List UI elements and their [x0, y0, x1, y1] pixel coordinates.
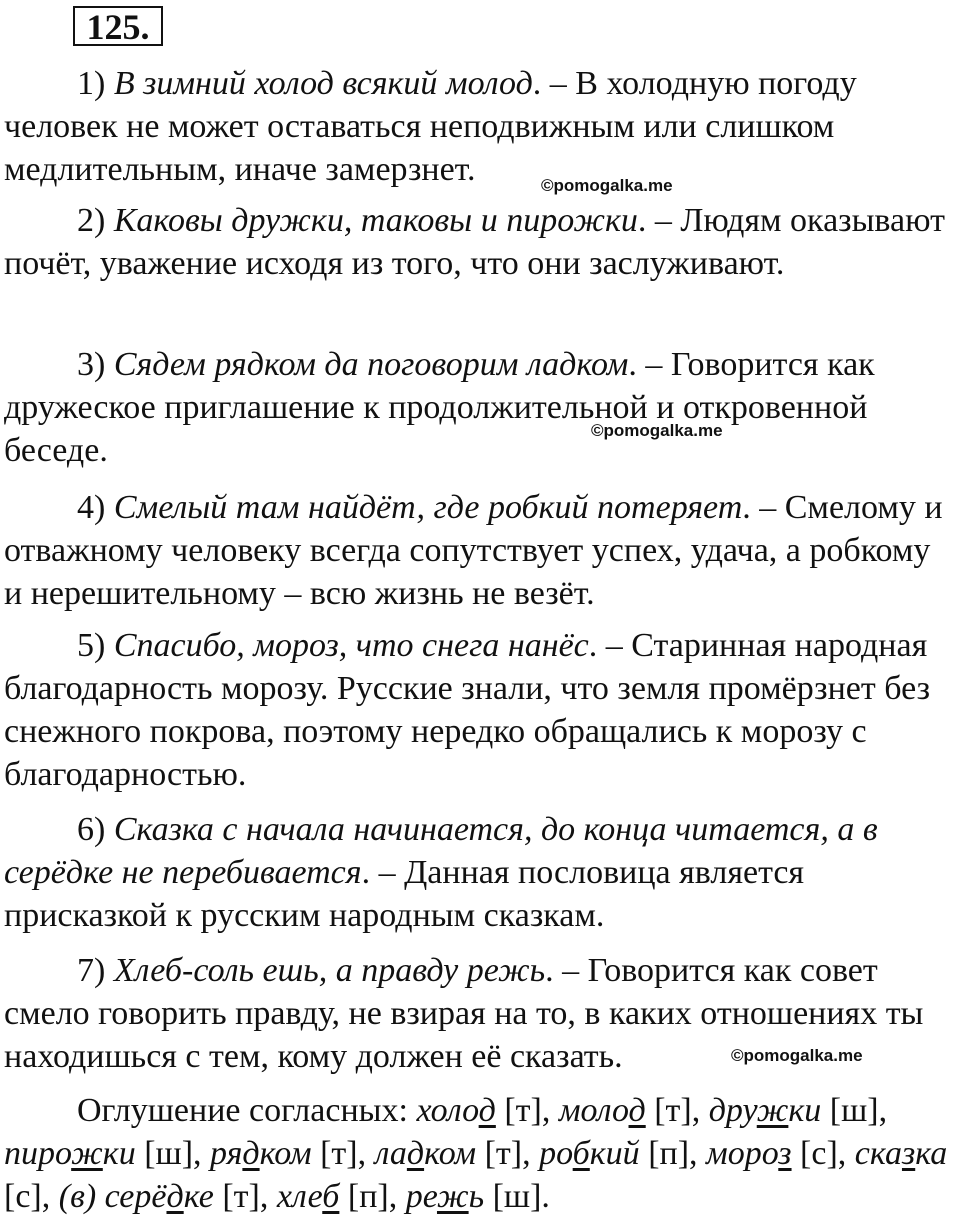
- devoiced-letter: д: [166, 1178, 184, 1215]
- item-number: 6): [77, 811, 106, 848]
- devoiced-letter: ж: [756, 1092, 789, 1129]
- sound-transcription: [т],: [476, 1135, 540, 1172]
- sound-transcription: [т],: [495, 1092, 559, 1129]
- devoicing-entry: [416, 1092, 558, 1129]
- devoiced-letter: д: [242, 1135, 260, 1172]
- example-word: режь: [405, 1178, 485, 1215]
- sound-transcription: [т],: [645, 1092, 709, 1129]
- item-1: [4, 62, 954, 191]
- devoicing-summary: [4, 1089, 954, 1218]
- item-number: 4): [77, 489, 106, 526]
- proverb: Сказка с начала начинается, до конца читается, а в серёдке не перебивается: [4, 811, 878, 891]
- item-4: [4, 486, 954, 615]
- watermark: ©pomogalka.me: [591, 421, 723, 440]
- sound-transcription: [п],: [339, 1178, 406, 1215]
- example-word: пирожки: [4, 1135, 136, 1172]
- devoicing-entry: [539, 1135, 706, 1172]
- item-number: 1): [77, 65, 106, 102]
- devoicing-entry: [210, 1135, 375, 1172]
- explanation: . – Данная пословица является присказкой к русским народным сказкам.: [4, 854, 805, 934]
- sound-transcription: [ш],: [135, 1135, 211, 1172]
- devoiced-letter: б: [322, 1178, 340, 1215]
- example-word: рядком: [210, 1135, 312, 1172]
- item-number: 5): [77, 627, 106, 664]
- sound-transcription: [ш].: [484, 1178, 550, 1215]
- item-5: [4, 624, 954, 796]
- proverb: В зимний холод всякий молод: [113, 65, 533, 102]
- sound-transcription: [т],: [311, 1135, 375, 1172]
- item-2: [4, 199, 954, 285]
- devoicing-entry: [375, 1135, 539, 1172]
- devoiced-letter: з: [778, 1135, 792, 1172]
- summary-label: Оглушение согласных:: [77, 1092, 408, 1129]
- example-word: сказка: [854, 1135, 948, 1172]
- devoicing-entry: [59, 1178, 277, 1215]
- devoiced-letter: з: [901, 1135, 916, 1172]
- watermark: ©pomogalka.me: [731, 1046, 863, 1065]
- proverb: Спасибо, мороз, что снега нанёс: [113, 627, 589, 664]
- proverb: Сядем рядком да поговорим ладком: [113, 346, 629, 383]
- example-word: робкий: [539, 1135, 640, 1172]
- example-word: ладком: [374, 1135, 477, 1172]
- explanation: . – Говорится как совет смело говорить правду, не взирая на то, в каких отношениях ты находишься с тем, кому должен её сказать.: [4, 952, 924, 1075]
- example-word: холод: [416, 1092, 496, 1129]
- devoicing-entry: [406, 1178, 550, 1215]
- item-number: 2): [77, 202, 106, 239]
- explanation: . – В холодную погоду человек не может оставаться неподвижным или слишком медлительным, иначе замерзнет.: [4, 65, 857, 188]
- item-3: [4, 343, 954, 472]
- sound-transcription: [ш],: [821, 1092, 888, 1129]
- exercise-number: 125.: [73, 6, 163, 46]
- devoiced-letter: ж: [436, 1178, 469, 1215]
- proverb: Каковы дружки, таковы и пирожки: [113, 202, 638, 239]
- sound-transcription: [с],: [4, 1178, 59, 1215]
- devoiced-letter: ж: [71, 1135, 103, 1172]
- example-word: молод: [558, 1092, 646, 1129]
- devoiced-letter: д: [628, 1092, 646, 1129]
- devoiced-letter: д: [478, 1092, 496, 1129]
- sound-transcription: [т],: [213, 1178, 277, 1215]
- example-word: дружки: [708, 1092, 822, 1129]
- item-6: [4, 808, 954, 937]
- proverb: Смелый там найдёт, где робкий потеряет: [113, 489, 743, 526]
- item-number: 7): [77, 952, 106, 989]
- devoiced-letter: б: [572, 1135, 590, 1172]
- devoiced-letter: д: [406, 1135, 425, 1172]
- devoicing-entry: [4, 1135, 210, 1172]
- explanation: . – Говорится как дружеское приглашение к продолжительной и откровенной беседе.: [4, 346, 875, 469]
- item-number: 3): [77, 346, 106, 383]
- devoicing-entry: [559, 1092, 709, 1129]
- sound-transcription: [п],: [639, 1135, 707, 1172]
- devoicing-entry: [706, 1135, 855, 1172]
- explanation: . – Людям оказывают почёт, уважение исходя из того, что они заслуживают.: [4, 202, 945, 282]
- explanation: . – Старинная народная благодарность морозу. Русские знали, что земля промёрзнет без снежного покрова, поэтому нередко обращались к морозу с благодарностью.: [4, 627, 931, 793]
- devoicing-entry: [709, 1092, 887, 1129]
- proverb: Хлеб-соль ешь, а правду режь: [113, 952, 546, 989]
- example-word: хлеб: [276, 1178, 340, 1215]
- example-word: (в) серёдке: [58, 1178, 214, 1215]
- watermark: ©pomogalka.me: [541, 176, 673, 195]
- example-word: мороз: [706, 1135, 792, 1172]
- devoicing-entry: [277, 1178, 406, 1215]
- explanation: . – Смелому и отважному человеку всегда сопутствует успех, удача, а робкому и нерешительному – всю жизнь не везёт.: [4, 489, 943, 612]
- sound-transcription: [с],: [791, 1135, 855, 1172]
